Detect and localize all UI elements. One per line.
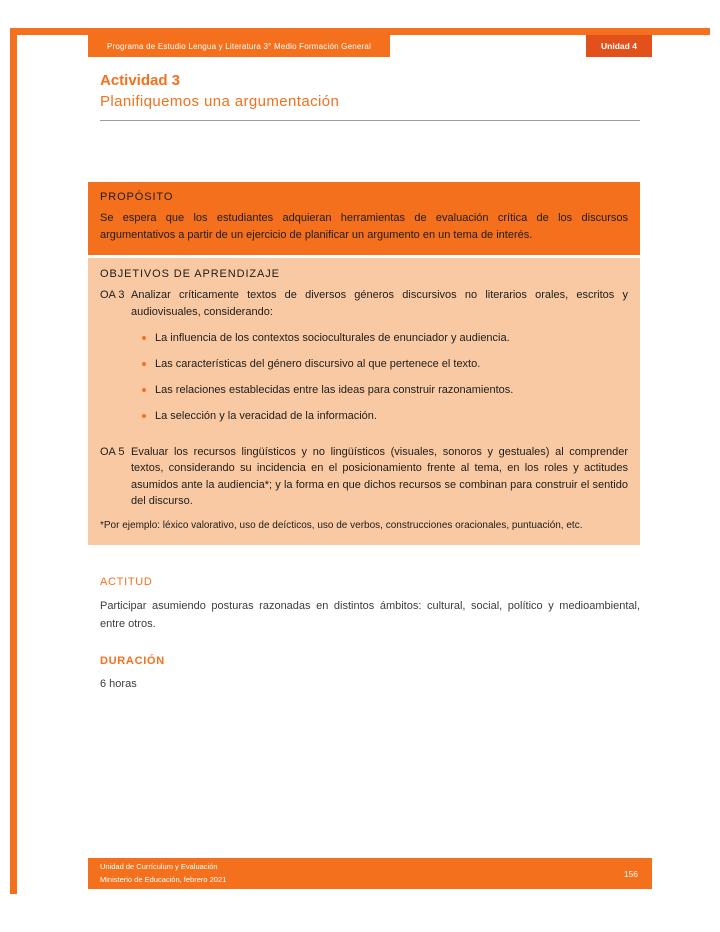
proposito-body: Se espera que los estudiantes adquieran herramientas de evaluación crítica de los discursos argumentativos a partir de un ejercicio de planificar un argumento en un tema de interés. — [100, 212, 628, 242]
proposito-box — [88, 182, 640, 255]
proposito-heading: PROPÓSITO — [100, 191, 174, 203]
bullet-icon — [142, 388, 146, 392]
oa-item-oa5 — [100, 444, 628, 510]
list-item — [142, 331, 628, 347]
bullet-icon — [142, 362, 146, 366]
actitud-section — [100, 576, 640, 633]
oa-text: Evaluar los recursos lingüísticos y no lingüísticos (visuales, sonoros y gestuales) al comprender textos, considerando su incidencia en el posicionamiento frente al tema, en los roles y actitudes asumidos ante la audiencia*; y la forma en que dichos recursos se combinan para construir el sentido del discurso. — [131, 445, 628, 508]
actitud-heading: ACTITUD — [100, 576, 153, 588]
bullet-icon — [142, 336, 146, 340]
bullet-text: La selección y la veracidad de la información. — [155, 409, 377, 422]
footer-line2: Ministerio de Educación, febrero 2021 — [100, 874, 227, 884]
actitud-body: Participar asumiendo posturas razonadas en distintos ámbitos: cultural, social, político y medioambiental, entre otros. — [100, 600, 640, 631]
page-frame-left — [10, 28, 17, 894]
oa-code: OA 5 — [100, 445, 125, 458]
footer-credits — [100, 861, 226, 886]
duracion-body: 6 horas — [100, 678, 137, 690]
bullet-icon — [142, 414, 146, 418]
list-item — [142, 409, 628, 425]
page-number: 156 — [623, 868, 638, 879]
program-header-band — [88, 35, 390, 57]
title-divider — [100, 120, 640, 121]
program-title: Programa de Estudio Lengua y Literatura 3° Medio Formación General — [106, 41, 372, 51]
unit-badge — [586, 35, 652, 57]
page-footer — [88, 858, 652, 889]
oa-item-oa3 — [100, 287, 628, 320]
footer-line1: Unidad de Currículum y Evaluación — [100, 862, 218, 872]
objetivos-heading: OBJETIVOS DE APRENDIZAJE — [100, 268, 280, 280]
activity-subtitle: Planifiquemos una argumentación — [100, 93, 340, 110]
oa-bullet-list — [142, 331, 628, 425]
duracion-heading: DURACIÓN — [100, 655, 165, 667]
duracion-section — [100, 655, 400, 693]
objetivos-box — [88, 258, 640, 545]
page-frame-top — [10, 28, 710, 35]
objetivos-footnote: *Por ejemplo: léxico valorativo, uso de deícticos, uso de verbos, construcciones oracionales, puntuación, etc. — [100, 519, 583, 531]
bullet-text: La influencia de los contextos socioculturales de enunciador y audiencia. — [155, 332, 510, 344]
oa-text: Analizar críticamente textos de diversos géneros discursivos no literarios orales, escritos y audiovisuales, considerando: — [131, 289, 628, 318]
oa-code: OA 3 — [100, 289, 125, 301]
list-item — [142, 383, 628, 399]
bullet-text: Las relaciones establecidas entre las ideas para construir razonamientos. — [155, 383, 514, 396]
unit-badge-label: Unidad 4 — [601, 41, 637, 51]
list-item — [142, 357, 628, 373]
activity-title: Actividad 3 — [100, 72, 181, 89]
bullet-text: Las características del género discursivo al que pertenece el texto. — [155, 357, 481, 370]
